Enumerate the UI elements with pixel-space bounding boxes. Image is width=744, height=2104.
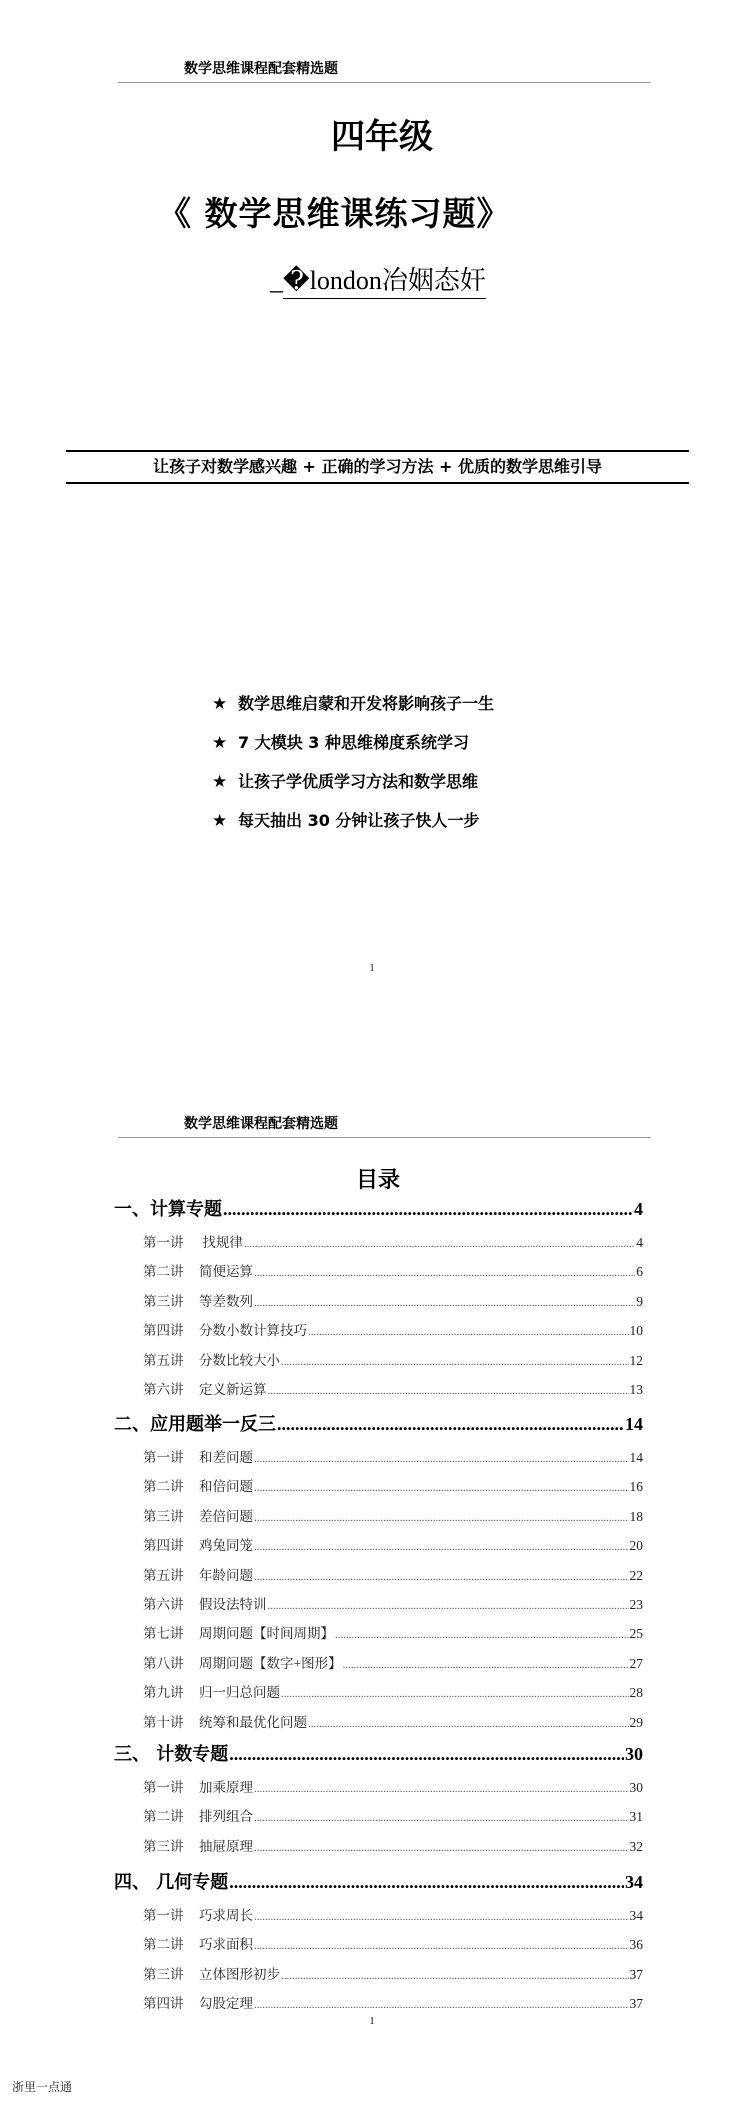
toc-item-row[interactable]	[143, 1711, 643, 1731]
toc-leader-dots	[254, 1541, 629, 1553]
toc-item-label	[143, 1681, 280, 1701]
toc-item-title: 勾股定理	[199, 1996, 253, 2012]
toc-leader-dots	[343, 1659, 629, 1671]
toc-leader-dots	[254, 1512, 629, 1524]
toc-item-label	[143, 1505, 253, 1525]
toc-item-lecture: 第九讲	[143, 1685, 184, 1701]
toc-leader-dots	[254, 1842, 629, 1854]
toc-item-lecture: 第一讲	[143, 1908, 184, 1923]
toc-leader-dots	[308, 1718, 629, 1730]
toc-item-row[interactable]	[143, 1776, 643, 1796]
toc-item-row[interactable]	[143, 1622, 643, 1642]
toc-item-label	[143, 1835, 253, 1855]
toc-section-title: 二、应用题举一反三	[114, 1414, 276, 1435]
toc-item-row[interactable]	[143, 1681, 643, 1701]
page2-number: 1	[369, 2016, 375, 2027]
toc-item-page: 4	[636, 1235, 643, 1250]
toc-item-page: 31	[629, 1809, 643, 1825]
toc-item-label	[143, 1933, 253, 1953]
toc-item-page: 6	[636, 1264, 643, 1280]
toc-item-lecture: 第六讲	[143, 1382, 184, 1397]
toc-item-title: 假设法特训	[199, 1597, 267, 1612]
toc-item-label	[143, 1711, 307, 1731]
toc-item-title: 巧求周长	[199, 1908, 253, 1923]
toc-item-row[interactable]	[143, 1231, 643, 1251]
toc-item-label	[143, 1231, 243, 1251]
toc-item-row[interactable]	[143, 1835, 643, 1855]
toc-item-page: 14	[629, 1450, 643, 1465]
toc-item-page: 30	[629, 1780, 643, 1795]
toc-section-title: 四、 几何专题	[114, 1872, 229, 1893]
toc-item-lecture: 第五讲	[143, 1352, 184, 1368]
toc-item-row[interactable]	[143, 1446, 643, 1466]
toc-item-row[interactable]	[143, 1534, 643, 1554]
toc-item-page: 32	[629, 1838, 643, 1854]
toc-leader-dots	[223, 1199, 633, 1220]
toc-item-title: 年龄问题	[199, 1567, 253, 1583]
grade-heading: 四年级	[331, 117, 433, 157]
toc-item-title: 简便运算	[199, 1264, 253, 1280]
toc-item-lecture: 第三讲	[143, 1293, 184, 1309]
toc-item-page: 37	[629, 1966, 643, 1982]
toc-item-title: 分数比较大小	[199, 1352, 280, 1368]
star-icon: ★	[212, 811, 228, 831]
toc-item-label	[143, 1446, 253, 1466]
toc-leader-dots	[281, 1356, 629, 1368]
toc-item-label	[143, 1805, 253, 1825]
toc-leader-dots	[254, 1911, 629, 1923]
toc-item-label	[143, 1622, 334, 1642]
toc-item-title: 定义新运算	[199, 1382, 267, 1397]
toc-item-page: 18	[629, 1508, 643, 1524]
toc-item-page: 27	[629, 1655, 643, 1671]
toc-item-title: 巧求面积	[199, 1937, 253, 1953]
toc-item-row[interactable]	[143, 1564, 643, 1584]
toc-section-page: 34	[625, 1872, 643, 1892]
toc-item-label	[143, 1963, 280, 1983]
toc-item-lecture: 第七讲	[143, 1626, 184, 1642]
subtitle	[270, 260, 486, 299]
page1-header-rule	[118, 82, 651, 83]
toc-item-label	[143, 1593, 267, 1613]
toc-item-label	[143, 1475, 253, 1495]
toc-item-row[interactable]	[143, 1593, 643, 1613]
toc-item-page: 10	[629, 1323, 643, 1339]
feature-text: 每天抽出 30 分钟让孩子快人一步	[238, 811, 480, 830]
toc-item-page: 12	[629, 1352, 643, 1368]
toc-item-page: 28	[629, 1685, 643, 1701]
toc-item-title: 分数小数计算技巧	[199, 1323, 307, 1339]
toc-item-row[interactable]	[143, 1378, 643, 1398]
toc-section-row[interactable]	[114, 1410, 643, 1436]
toc-item-row[interactable]	[143, 1805, 643, 1825]
toc-item-title: 归一归总问题	[199, 1685, 280, 1701]
toc-item-lecture: 第四讲	[143, 1996, 184, 2012]
toc-item-row[interactable]	[143, 1290, 643, 1310]
toc-item-title: 抽屉原理	[199, 1838, 253, 1854]
star-icon: ★	[212, 733, 228, 753]
toc-item-page: 29	[629, 1714, 643, 1730]
page1-number: 1	[369, 963, 375, 974]
toc-item-row[interactable]	[143, 1933, 643, 1953]
toc-item-lecture: 第二讲	[143, 1937, 184, 1953]
toc-item-title: 找规律	[199, 1235, 243, 1250]
toc-leader-dots	[281, 1688, 629, 1700]
feature-text: 7 大模块 3 种思维梯度系统学习	[238, 733, 469, 752]
toc-item-title: 立体图形初步	[199, 1966, 280, 1982]
toc-item-row[interactable]	[143, 1349, 643, 1369]
toc-item-page: 37	[629, 1996, 643, 2012]
toc-item-lecture: 第四讲	[143, 1538, 184, 1554]
toc-leader-dots	[254, 1453, 629, 1465]
feature-item	[212, 809, 494, 848]
toc-item-page: 9	[636, 1293, 643, 1309]
feature-list	[212, 692, 494, 848]
toc-section-row[interactable]	[114, 1740, 643, 1766]
toc-leader-dots	[277, 1414, 624, 1435]
toc-item-page: 13	[629, 1382, 643, 1397]
star-icon: ★	[212, 772, 228, 792]
toc-item-page: 20	[629, 1538, 643, 1554]
toc-item-title: 等差数列	[199, 1293, 253, 1309]
toc-item-label	[143, 1349, 280, 1369]
toc-leader-dots	[254, 1940, 629, 1952]
toc-leader-dots	[229, 1744, 624, 1765]
toc-leader-dots	[254, 1812, 629, 1824]
toc-section-page: 14	[625, 1414, 643, 1434]
toc-item-lecture: 第五讲	[143, 1567, 184, 1583]
toc-leader-dots	[268, 1385, 629, 1397]
toc-section-row[interactable]	[114, 1195, 643, 1221]
toc-item-label	[143, 1652, 342, 1672]
toc-leader-dots	[254, 1267, 635, 1279]
page1-header-text: 数学思维课程配套精选题	[184, 61, 338, 77]
toc-item-row[interactable]	[143, 1963, 643, 1983]
toc-item-title: 排列组合	[199, 1809, 253, 1825]
toc-leader-dots	[244, 1238, 635, 1250]
toc-leader-dots	[268, 1600, 629, 1612]
toc-item-page: 22	[629, 1567, 643, 1583]
toc-item-title: 统筹和最优化问题	[199, 1714, 307, 1730]
toc-item-title: 和倍问题	[199, 1479, 253, 1495]
subtitle-text: �london冶姻态奸	[283, 260, 486, 299]
toc-item-title: 加乘原理	[199, 1780, 253, 1795]
toc-item-page: 16	[629, 1479, 643, 1495]
toc-leader-dots	[308, 1326, 629, 1338]
toc-item-lecture: 第三讲	[143, 1838, 184, 1854]
toc-item-title: 和差问题	[199, 1450, 253, 1465]
toc-item-row[interactable]	[143, 1260, 643, 1280]
toc-section-page: 30	[625, 1744, 643, 1764]
toc-item-lecture: 第六讲	[143, 1597, 184, 1612]
toc-leader-dots	[254, 1297, 635, 1309]
toc-item-label	[143, 1378, 267, 1398]
toc-item-lecture: 第二讲	[143, 1809, 184, 1825]
feature-item	[212, 770, 494, 809]
toc-item-title: 鸡兔同笼	[199, 1538, 253, 1554]
toc-leader-dots	[229, 1872, 624, 1893]
subtitle-prefix: _	[270, 266, 283, 295]
toc-item-label	[143, 1904, 253, 1924]
toc-section-row[interactable]	[114, 1868, 643, 1894]
footer-note: 浙里一点通	[12, 2080, 73, 2094]
feature-text: 数学思维启蒙和开发将影响孩子一生	[238, 694, 495, 713]
toc-title: 目录	[355, 1168, 400, 1193]
toc-item-page: 23	[629, 1597, 643, 1612]
toc-item-lecture: 第三讲	[143, 1508, 184, 1524]
toc-item-label	[143, 1776, 253, 1796]
main-title: 《 数学思维课练习题》	[158, 194, 511, 233]
feature-item	[212, 692, 494, 731]
toc-item-lecture: 第一讲	[143, 1780, 184, 1795]
toc-item-lecture: 第十讲	[143, 1714, 184, 1730]
toc-section-title: 三、 计数专题	[114, 1744, 229, 1765]
toc-item-lecture: 第四讲	[143, 1323, 184, 1339]
page2-header-rule	[118, 1137, 651, 1138]
toc-item-row[interactable]	[143, 1652, 643, 1672]
toc-leader-dots	[254, 1783, 629, 1795]
toc-item-label	[143, 1260, 253, 1280]
toc-item-label	[143, 1319, 307, 1339]
toc-leader-dots	[281, 1970, 629, 1982]
toc-item-page: 25	[629, 1626, 643, 1642]
toc-item-page: 36	[629, 1937, 643, 1953]
feature-text: 让孩子学优质学习方法和数学思维	[238, 772, 479, 791]
toc-item-page: 34	[629, 1908, 643, 1923]
feature-item	[212, 731, 494, 770]
toc-item-row[interactable]	[143, 1992, 643, 2012]
toc-item-lecture: 第二讲	[143, 1479, 184, 1495]
toc-item-row[interactable]	[143, 1475, 643, 1495]
toc-leader-dots	[335, 1629, 629, 1641]
page2-header-text: 数学思维课程配套精选题	[184, 1116, 338, 1132]
slogan-band	[66, 450, 689, 484]
toc-item-title: 差倍问题	[199, 1508, 253, 1524]
toc-item-row[interactable]	[143, 1319, 643, 1339]
toc-item-lecture: 第八讲	[143, 1655, 184, 1671]
toc-item-label	[143, 1534, 253, 1554]
toc-item-lecture: 第一讲	[143, 1450, 184, 1465]
toc-item-lecture: 第二讲	[143, 1264, 184, 1280]
star-icon: ★	[212, 694, 228, 714]
slogan-text: 让孩子对数学感兴趣 + 正确的学习方法 + 优质的数学思维引导	[152, 457, 603, 476]
toc-item-label	[143, 1564, 253, 1584]
toc-item-title: 周期问题【数字+图形】	[199, 1655, 342, 1671]
toc-item-row[interactable]	[143, 1904, 643, 1924]
toc-item-title: 周期问题【时间周期】	[199, 1626, 334, 1642]
toc-item-lecture: 第三讲	[143, 1966, 184, 1982]
toc-leader-dots	[254, 1571, 629, 1583]
toc-section-title: 一、计算专题	[114, 1199, 222, 1220]
toc-section-page: 4	[634, 1199, 643, 1219]
toc-item-lecture: 第一讲	[143, 1235, 184, 1250]
toc-leader-dots	[254, 1999, 629, 2011]
toc-leader-dots	[254, 1482, 629, 1494]
toc-item-row[interactable]	[143, 1505, 643, 1525]
toc-item-label	[143, 1992, 253, 2012]
toc-item-label	[143, 1290, 253, 1310]
